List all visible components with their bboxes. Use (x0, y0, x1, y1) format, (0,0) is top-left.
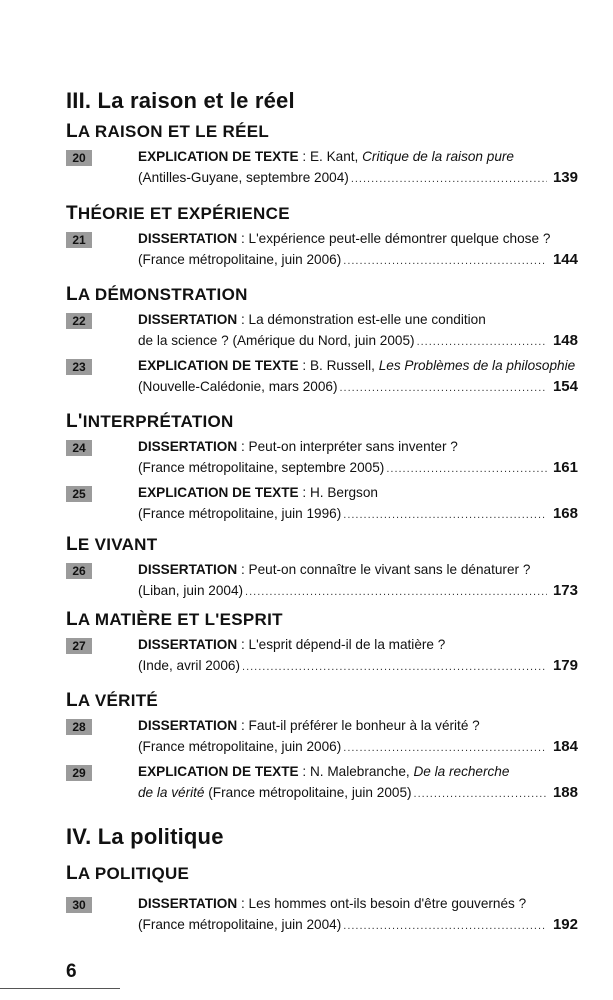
entry-source-line (138, 458, 578, 479)
page-number: 188 (552, 784, 578, 801)
dot-leader (339, 378, 546, 398)
folio-page-number: 6 (66, 961, 77, 982)
toc-entry[interactable] (66, 358, 578, 402)
entry-source: (Liban, juin 2004) (138, 583, 244, 598)
entry-heading (138, 894, 578, 914)
page-number: 161 (552, 459, 578, 476)
entry-heading (138, 560, 578, 580)
entry-source: (France métropolitaine, juin 2005) (204, 785, 412, 800)
exercise-type: DISSERTATION (138, 312, 238, 327)
entry-heading (138, 356, 578, 376)
page-number: 184 (552, 738, 578, 755)
exercise-type: DISSERTATION (138, 718, 238, 733)
entry-source: (France métropolitaine, juin 2006) (138, 739, 342, 754)
exercise-type: EXPLICATION DE TEXTE (138, 358, 299, 373)
toc-entry[interactable] (66, 231, 578, 275)
section-title: LA MATIÈRE ET L'ESPRIT (66, 609, 283, 630)
entry-source: (Nouvelle-Calédonie, mars 2006) (138, 379, 338, 394)
page-number: 192 (552, 916, 578, 933)
toc-entry[interactable] (66, 764, 578, 808)
entry-subject: : E. Kant, (298, 149, 363, 164)
section-title: LA RAISON ET LE RÉEL (66, 121, 270, 142)
toc-entry[interactable] (66, 562, 578, 606)
entry-subject: : N. Malebranche, (298, 764, 414, 779)
dot-leader (343, 916, 547, 936)
exercise-type: DISSERTATION (138, 562, 238, 577)
section-title: LA VÉRITÉ (66, 690, 159, 711)
part-title: IV. La politique (66, 824, 224, 849)
toc-entry[interactable] (66, 718, 578, 762)
section-title: LA DÉMONSTRATION (66, 284, 248, 305)
work-title: Critique de la raison pure (362, 149, 514, 164)
page-number: 154 (552, 378, 578, 395)
exercise-type: DISSERTATION (138, 231, 238, 246)
section-title: LA POLITIQUE (66, 863, 190, 884)
entry-source-line (138, 783, 578, 804)
page-number: 168 (552, 505, 578, 522)
entry-subject: : B. Russell, (298, 358, 379, 373)
entry-subject: : L'expérience peut-elle démontrer quelque chose ? (237, 231, 551, 246)
entry-subject: : H. Bergson (298, 485, 378, 500)
dot-leader (417, 332, 547, 352)
page-number: 144 (552, 251, 578, 268)
entry-source: (France métropolitaine, juin 2004) (138, 917, 342, 932)
toc-entry[interactable] (66, 312, 578, 356)
entry-heading (138, 716, 578, 736)
exercise-number-badge: 24 (66, 440, 92, 456)
entry-source: (France métropolitaine, juin 2006) (138, 252, 342, 267)
entry-heading (138, 762, 578, 782)
entry-source-line (138, 377, 578, 398)
dot-leader (343, 738, 547, 758)
page-number: 148 (552, 332, 578, 349)
toc-entry[interactable] (66, 485, 578, 529)
entry-source: (France métropolitaine, septembre 2005) (138, 460, 385, 475)
entry-source-line (138, 504, 578, 525)
entry-source-line (138, 581, 578, 602)
entry-source-line (138, 250, 578, 271)
dot-leader (242, 657, 547, 677)
exercise-number-badge: 29 (66, 765, 92, 781)
exercise-number-badge: 20 (66, 150, 92, 166)
dot-leader (343, 505, 547, 525)
entry-heading (138, 147, 578, 167)
work-title: Les Problèmes de la philosophie (378, 358, 576, 373)
page-number: 179 (552, 657, 578, 674)
toc-entry[interactable] (66, 637, 578, 681)
exercise-number-badge: 26 (66, 563, 92, 579)
section-title: LE VIVANT (66, 534, 158, 555)
entry-source: (France métropolitaine, juin 1996) (138, 506, 342, 521)
entry-subject: : Peut-on interpréter sans inventer ? (237, 439, 458, 454)
exercise-type: DISSERTATION (138, 637, 238, 652)
exercise-number-badge: 28 (66, 719, 92, 735)
entry-source-line (138, 168, 578, 189)
work-title-continued: de la vérité (138, 785, 205, 800)
entry-heading (138, 437, 578, 457)
section-title: THÉORIE ET EXPÉRIENCE (66, 203, 290, 224)
section-title: L'INTERPRÉTATION (66, 411, 234, 432)
part-title: III. La raison et le réel (66, 88, 295, 113)
dot-leader (351, 169, 547, 189)
entry-subject: : La démonstration est-elle une condition (237, 312, 486, 327)
exercise-type: DISSERTATION (138, 896, 238, 911)
entry-source: de la science ? (Amérique du Nord, juin 2005) (138, 333, 415, 348)
exercise-number-badge: 23 (66, 359, 92, 375)
entry-heading (138, 310, 578, 330)
exercise-number-badge: 30 (66, 897, 92, 913)
entry-heading (138, 229, 578, 249)
exercise-number-badge: 22 (66, 313, 92, 329)
entry-heading (138, 483, 578, 503)
exercise-type: EXPLICATION DE TEXTE (138, 764, 299, 779)
entry-subject: : Les hommes ont-ils besoin d'être gouvernés ? (237, 896, 527, 911)
entry-subject: : L'esprit dépend-il de la matière ? (237, 637, 446, 652)
page-number: 173 (552, 582, 578, 599)
entry-heading (138, 635, 578, 655)
work-title: De la recherche (413, 764, 510, 779)
entry-source-line (138, 656, 578, 677)
exercise-type: DISSERTATION (138, 439, 238, 454)
exercise-number-badge: 21 (66, 232, 92, 248)
dot-leader (386, 459, 547, 479)
entry-subject: : Peut-on connaître le vivant sans le dénaturer ? (237, 562, 531, 577)
dot-leader (343, 251, 547, 271)
dot-leader (414, 784, 547, 804)
page-number: 139 (552, 169, 578, 186)
toc-entry[interactable] (66, 149, 578, 193)
entry-source: (Inde, avril 2006) (138, 658, 241, 673)
toc-entry[interactable] (66, 896, 578, 940)
exercise-type: EXPLICATION DE TEXTE (138, 149, 299, 164)
exercise-type: EXPLICATION DE TEXTE (138, 485, 299, 500)
footer-rule (0, 988, 120, 989)
entry-source: (Antilles-Guyane, septembre 2004) (138, 170, 349, 185)
entry-source-line (138, 331, 578, 352)
dot-leader (245, 582, 547, 602)
exercise-number-badge: 27 (66, 638, 92, 654)
toc-entry[interactable] (66, 439, 578, 483)
entry-subject: : Faut-il préférer le bonheur à la vérité ? (237, 718, 480, 733)
exercise-number-badge: 25 (66, 486, 92, 502)
entry-source-line (138, 737, 578, 758)
entry-source-line (138, 915, 578, 936)
entry-source-wrap (138, 783, 412, 803)
